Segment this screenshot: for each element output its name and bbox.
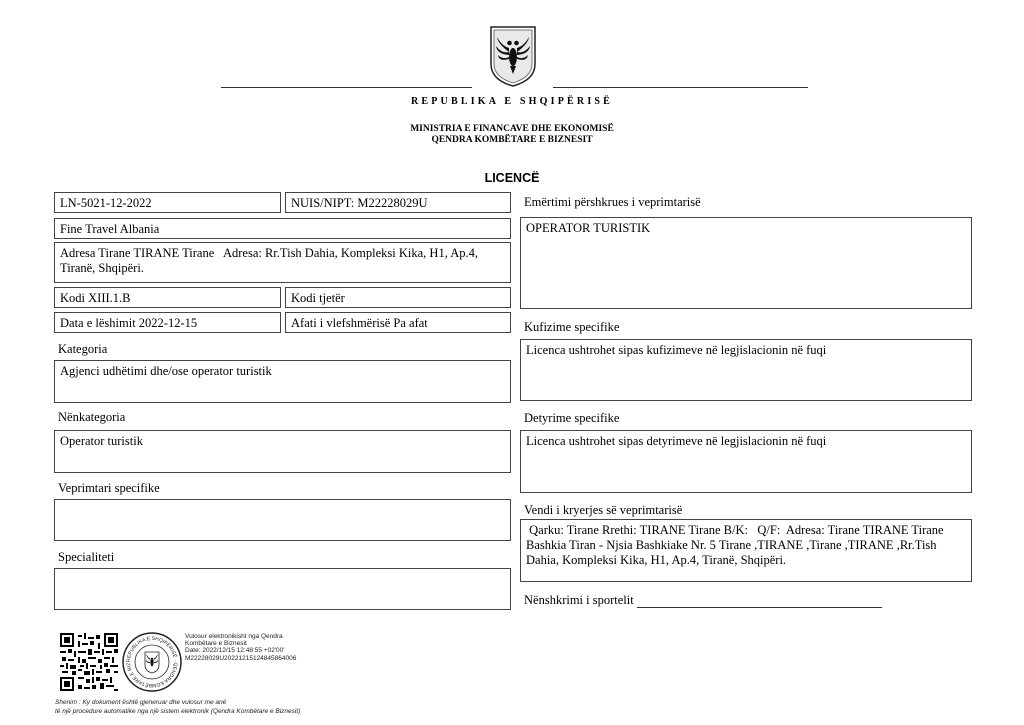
speciality-box xyxy=(54,568,511,610)
category-box: Agjenci udhëtimi dhe/ose operator turistik xyxy=(54,360,511,403)
seal-details xyxy=(185,633,296,662)
document-title: LICENCË xyxy=(484,171,540,185)
ministry-name: MINISTRIA E FINANCAVE DHE EKONOMISË xyxy=(410,124,614,134)
signature-line xyxy=(637,595,882,608)
description-box: OPERATOR TURISTIK xyxy=(520,217,972,309)
seal-line-2: Kombëtare e Biznesit xyxy=(185,640,247,648)
electronic-seal-stamp xyxy=(121,631,183,693)
address-field: Adresa Tirane TIRANE Tirane Adresa: Rr.Tish Dahia, Kompleksi Kika, H1, Ap.4, Tiranë, Shqipëri. xyxy=(54,242,511,283)
seal-ring-text: REPUBLIKA E SHQIPËRISË · QENDRA KOMBËTARE E BIZ xyxy=(125,635,179,689)
specific-activity-label: Veprimtari specifike xyxy=(58,481,160,495)
speciality-label: Specialiteti xyxy=(58,550,115,564)
location-label: Vendi i kryerjes së veprimtarisë xyxy=(524,503,683,517)
category-label: Kategoria xyxy=(58,342,108,356)
license-number-field: LN-5021-12-2022 xyxy=(54,192,281,213)
note-line-2: të një procedure automatike nga një sistem elektronik (Qendra Kombëtare e Biznesit) xyxy=(55,708,301,715)
coat-of-arms-emblem xyxy=(488,24,538,88)
restrictions-box: Licenca ushtrohet sipas kufizimeve në legjislacionin në fuqi xyxy=(520,339,972,401)
issue-date-field: Data e lëshimit 2022-12-15 xyxy=(54,312,281,333)
footer-note xyxy=(55,698,300,716)
center-name: QENDRA KOMBËTARE E BIZNESIT xyxy=(431,135,593,145)
subcategory-box: Operator turistik xyxy=(54,430,511,473)
seal-line-4: M22228029U20221215124845864006 xyxy=(185,654,297,662)
signature-row xyxy=(524,593,882,608)
seal-line-1: Vulosur elektronikisht nga Qendra xyxy=(185,633,283,640)
obligations-label: Detyrime specifike xyxy=(524,411,620,425)
nuis-field: NUIS/NIPT: M22228029U xyxy=(285,192,511,213)
other-code-field: Kodi tjetër xyxy=(285,287,511,308)
seal-line-3: Date: 2022/12/15 12:48:55 +02'00' xyxy=(185,647,285,655)
republic-title: REPUBLIKA E SHQIPËRISË xyxy=(410,96,614,107)
header-rule-right xyxy=(553,87,808,88)
obligations-box: Licenca ushtrohet sipas detyrimeve në legjislacionin në fuqi xyxy=(520,430,972,493)
qr-code xyxy=(60,633,118,691)
specific-activity-box xyxy=(54,499,511,541)
subcategory-label: Nënkategoria xyxy=(58,410,126,424)
note-line-1: Shenim : Ky dokument është gjeneruar dhe vulosur me anë xyxy=(55,699,227,706)
code-field: Kodi XIII.1.B xyxy=(54,287,281,308)
description-label: Emërtimi përshkrues i veprimtarisë xyxy=(524,195,701,209)
location-box: Qarku: Tirane Rrethi: TIRANE Tirane B/K: Q/F: Adresa: Tirane TIRANE Tirane Bashkia Tiran - Njsia Bashkiake Nr. 5 Tirane ,TIRANE ,Tirane ,TIRANE ,Rr.Tish Dahia, Kompleksi Kika, H1, Ap.4, Tiranë, Shqipëri. xyxy=(520,519,972,582)
restrictions-label: Kufizime specifike xyxy=(524,320,620,334)
validity-field: Afati i vlefshmërisë Pa afat xyxy=(285,312,511,333)
company-name-field: Fine Travel Albania xyxy=(54,218,511,239)
signature-label: Nënshkrimi i sportelit xyxy=(524,593,634,607)
header-rule-left xyxy=(221,87,472,88)
